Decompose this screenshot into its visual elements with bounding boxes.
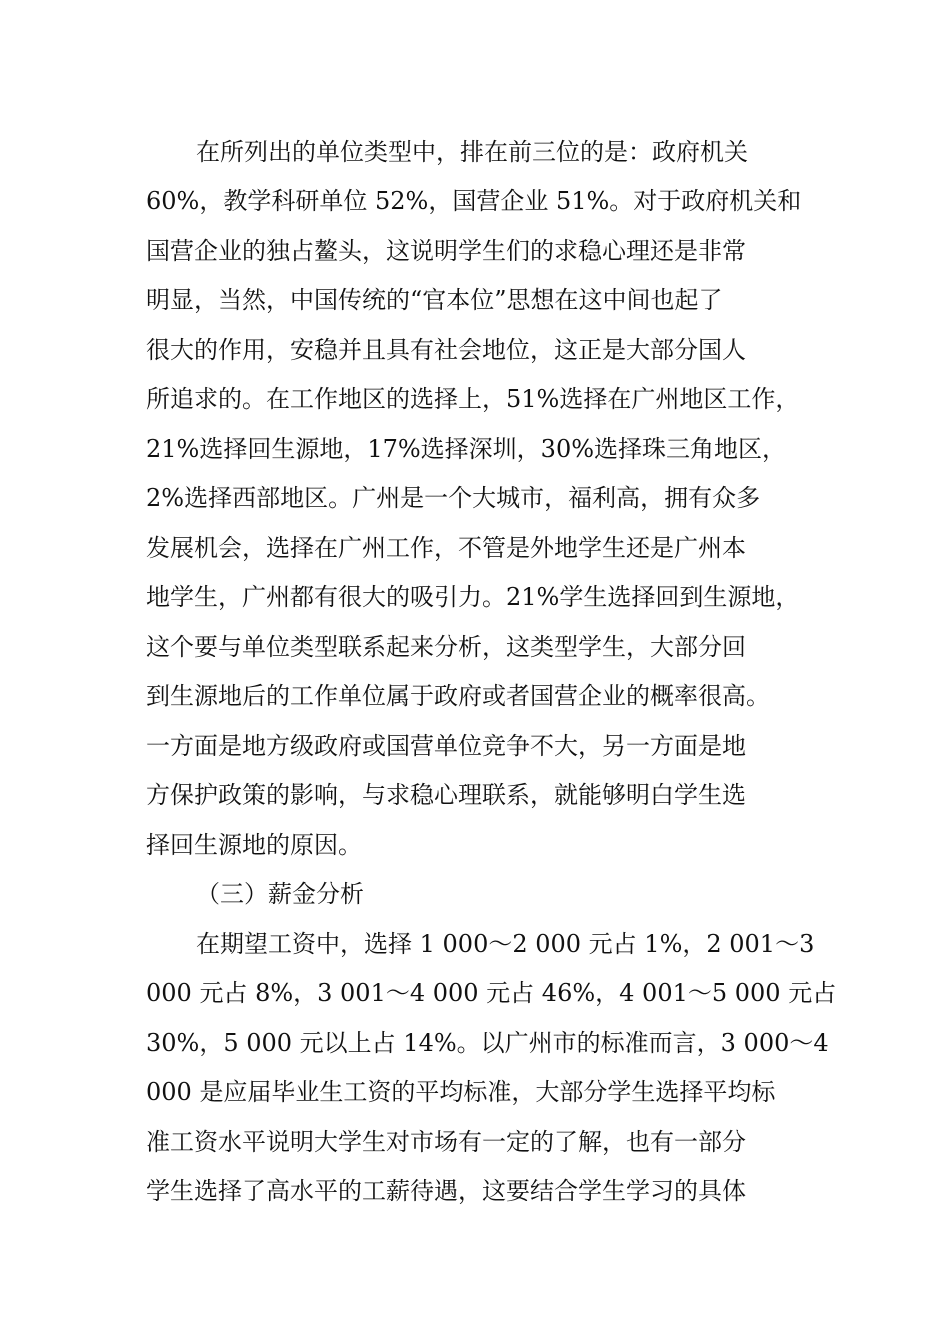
paragraph-line: 000 元占 8%，3 001～4 000 元占 46%，4 001～5 000 元占	[146, 979, 837, 1007]
paragraph-line: 发展机会，选择在广州工作，不管是外地学生还是广州本	[146, 534, 746, 562]
paragraph-line: 一方面是地方级政府或国营单位竞争不大，另一方面是地	[146, 732, 746, 760]
paragraph-line: 准工资水平说明大学生对市场有一定的了解，也有一部分	[146, 1128, 746, 1156]
paragraph-line: 方保护政策的影响，与求稳心理联系，就能够明白学生选	[146, 781, 746, 809]
paragraph-line: 30%，5 000 元以上占 14%。以广州市的标准而言，3 000～4	[146, 1029, 829, 1057]
paragraph-line: 21%选择回生源地，17%选择深圳，30%选择珠三角地区，	[146, 435, 787, 463]
paragraph-line: 000 是应届毕业生工资的平均标准，大部分学生选择平均标	[146, 1078, 776, 1106]
section-heading: （三）薪金分析	[196, 880, 364, 908]
paragraph-line: 这个要与单位类型联系起来分析，这类型学生，大部分回	[146, 633, 746, 661]
paragraph-line: 地学生，广州都有很大的吸引力。21%学生选择回到生源地，	[146, 583, 800, 611]
paragraph-line: 在期望工资中，选择 1 000～2 000 元占 1%，2 001～3	[196, 930, 815, 958]
paragraph-line: 学生选择了高水平的工薪待遇，这要结合学生学习的具体	[146, 1177, 746, 1205]
paragraph-line: 2%选择西部地区。广州是一个大城市，福利高，拥有众多	[146, 484, 761, 512]
paragraph-line: 很大的作用，安稳并且具有社会地位，这正是大部分国人	[146, 336, 746, 364]
paragraph-line: 明显，当然，中国传统的“官本位”思想在这中间也起了	[146, 286, 723, 314]
paragraph-line: 国营企业的独占鳌头，这说明学生们的求稳心理还是非常	[146, 237, 746, 265]
paragraph-line: 择回生源地的原因。	[146, 831, 362, 859]
paragraph-line: 60%，教学科研单位 52%，国营企业 51%。对于政府机关和	[146, 187, 802, 215]
paragraph-line: 在所列出的单位类型中，排在前三位的是：政府机关	[196, 138, 748, 166]
paragraph-line: 所追求的。在工作地区的选择上，51%选择在广州地区工作，	[146, 385, 800, 413]
paragraph-line: 到生源地后的工作单位属于政府或者国营企业的概率很高。	[146, 682, 770, 710]
